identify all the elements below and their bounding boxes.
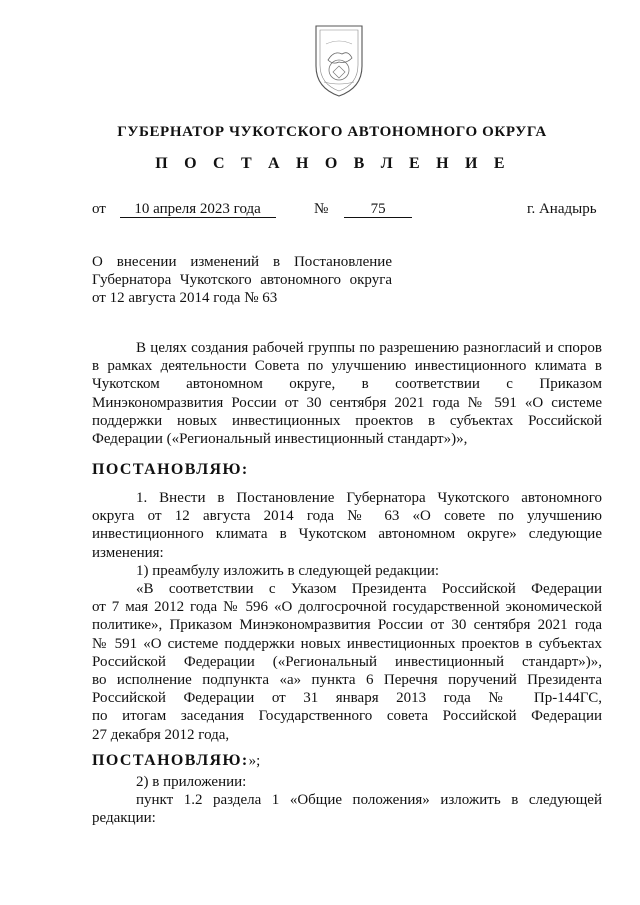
city: г. Анадырь	[527, 201, 597, 217]
text-line: пункт 1.2 раздела 1 «Общие положения» изложить в следующей	[136, 792, 602, 809]
date-field	[92, 201, 276, 218]
quoted-decree-line	[92, 752, 260, 770]
closing-paragraphs	[92, 773, 602, 828]
text-line: изменения:	[92, 544, 164, 561]
text-line: Минэкономразвития России от 30 сентября 2021 года № 591 «О системе	[92, 394, 602, 411]
text-line: 2) в приложении:	[136, 774, 247, 790]
preamble-paragraph	[92, 339, 602, 448]
text-line: 27 декабря 2012 года,	[92, 726, 230, 743]
text-line: № 591 «О системе поддержки новых инвестиционных проектов в субъектах	[92, 635, 602, 652]
text-line: округа от 12 августа 2014 года № 63 «О совете по улучшению	[92, 508, 602, 525]
text-line: по итогам заседания Государственного совета Российской Федерации	[92, 708, 602, 725]
subject-line: О внесении изменений в Постановление	[92, 254, 392, 270]
text-line: во исполнение подпункта «а» пункта 6 Перечня поручений Президента	[92, 672, 602, 689]
text-line: редакции:	[92, 810, 156, 827]
text-line: В целях создания рабочей группы по разрешению разногласий и споров	[136, 340, 602, 356]
authority-title: ГУБЕРНАТОР ЧУКОТСКОГО АВТОНОМНОГО ОКРУГА	[117, 124, 547, 140]
text-line: 1) преамбулу изложить в следующей редакции:	[136, 562, 440, 579]
text-line: «В соответствии с Указом Президента Российской Федерации	[136, 581, 602, 598]
body-paragraphs	[92, 489, 602, 744]
coat-of-arms-emblem	[306, 20, 372, 100]
text-line: от 7 мая 2012 года № 596 «О долгосрочной государственной экономической	[92, 599, 602, 616]
quoted-decree-word: ПОСТАНОВЛЯЮ:	[92, 752, 249, 769]
document-type-title: П О С Т А Н О В Л Е Н И Е	[155, 155, 511, 172]
text-line: Чукотском автономном округе, в соответствии с Приказом	[92, 376, 602, 393]
number-label: №	[314, 201, 329, 217]
text-line: Российской Федерации («Региональный инвестиционный стандарт»)»,	[92, 653, 602, 670]
decree-heading: ПОСТАНОВЛЯЮ:	[92, 461, 249, 478]
number-field	[314, 201, 412, 218]
quote-close: »;	[248, 753, 261, 769]
date-value: 10 апреля 2023 года	[120, 202, 276, 218]
text-line: 1. Внести в Постановление Губернатора Чукотского автономного	[136, 490, 602, 506]
text-line: Федерации («Региональный инвестиционный стандарт»)»,	[92, 431, 468, 448]
text-line: в рамках деятельности Совета по улучшению инвестиционного климата в	[92, 358, 602, 375]
text-line: политике», Приказом Минэкономразвития России от 30 сентября 2021 года	[92, 617, 602, 634]
from-label: от	[92, 201, 106, 217]
subject-line: от 12 августа 2014 года № 63	[92, 290, 278, 306]
subject-line: Губернатора Чукотского автономного округа	[92, 272, 392, 288]
text-line: поддержки новых инвестиционных проектов в субъектах Российской	[92, 412, 602, 429]
number-value: 75	[344, 202, 412, 218]
subject-block	[92, 253, 392, 307]
text-line: Российской Федерации от 31 января 2013 года № Пр-144ГС,	[92, 690, 602, 707]
text-line: инвестиционного климата в Чукотском автономном округе» следующие	[92, 526, 602, 543]
